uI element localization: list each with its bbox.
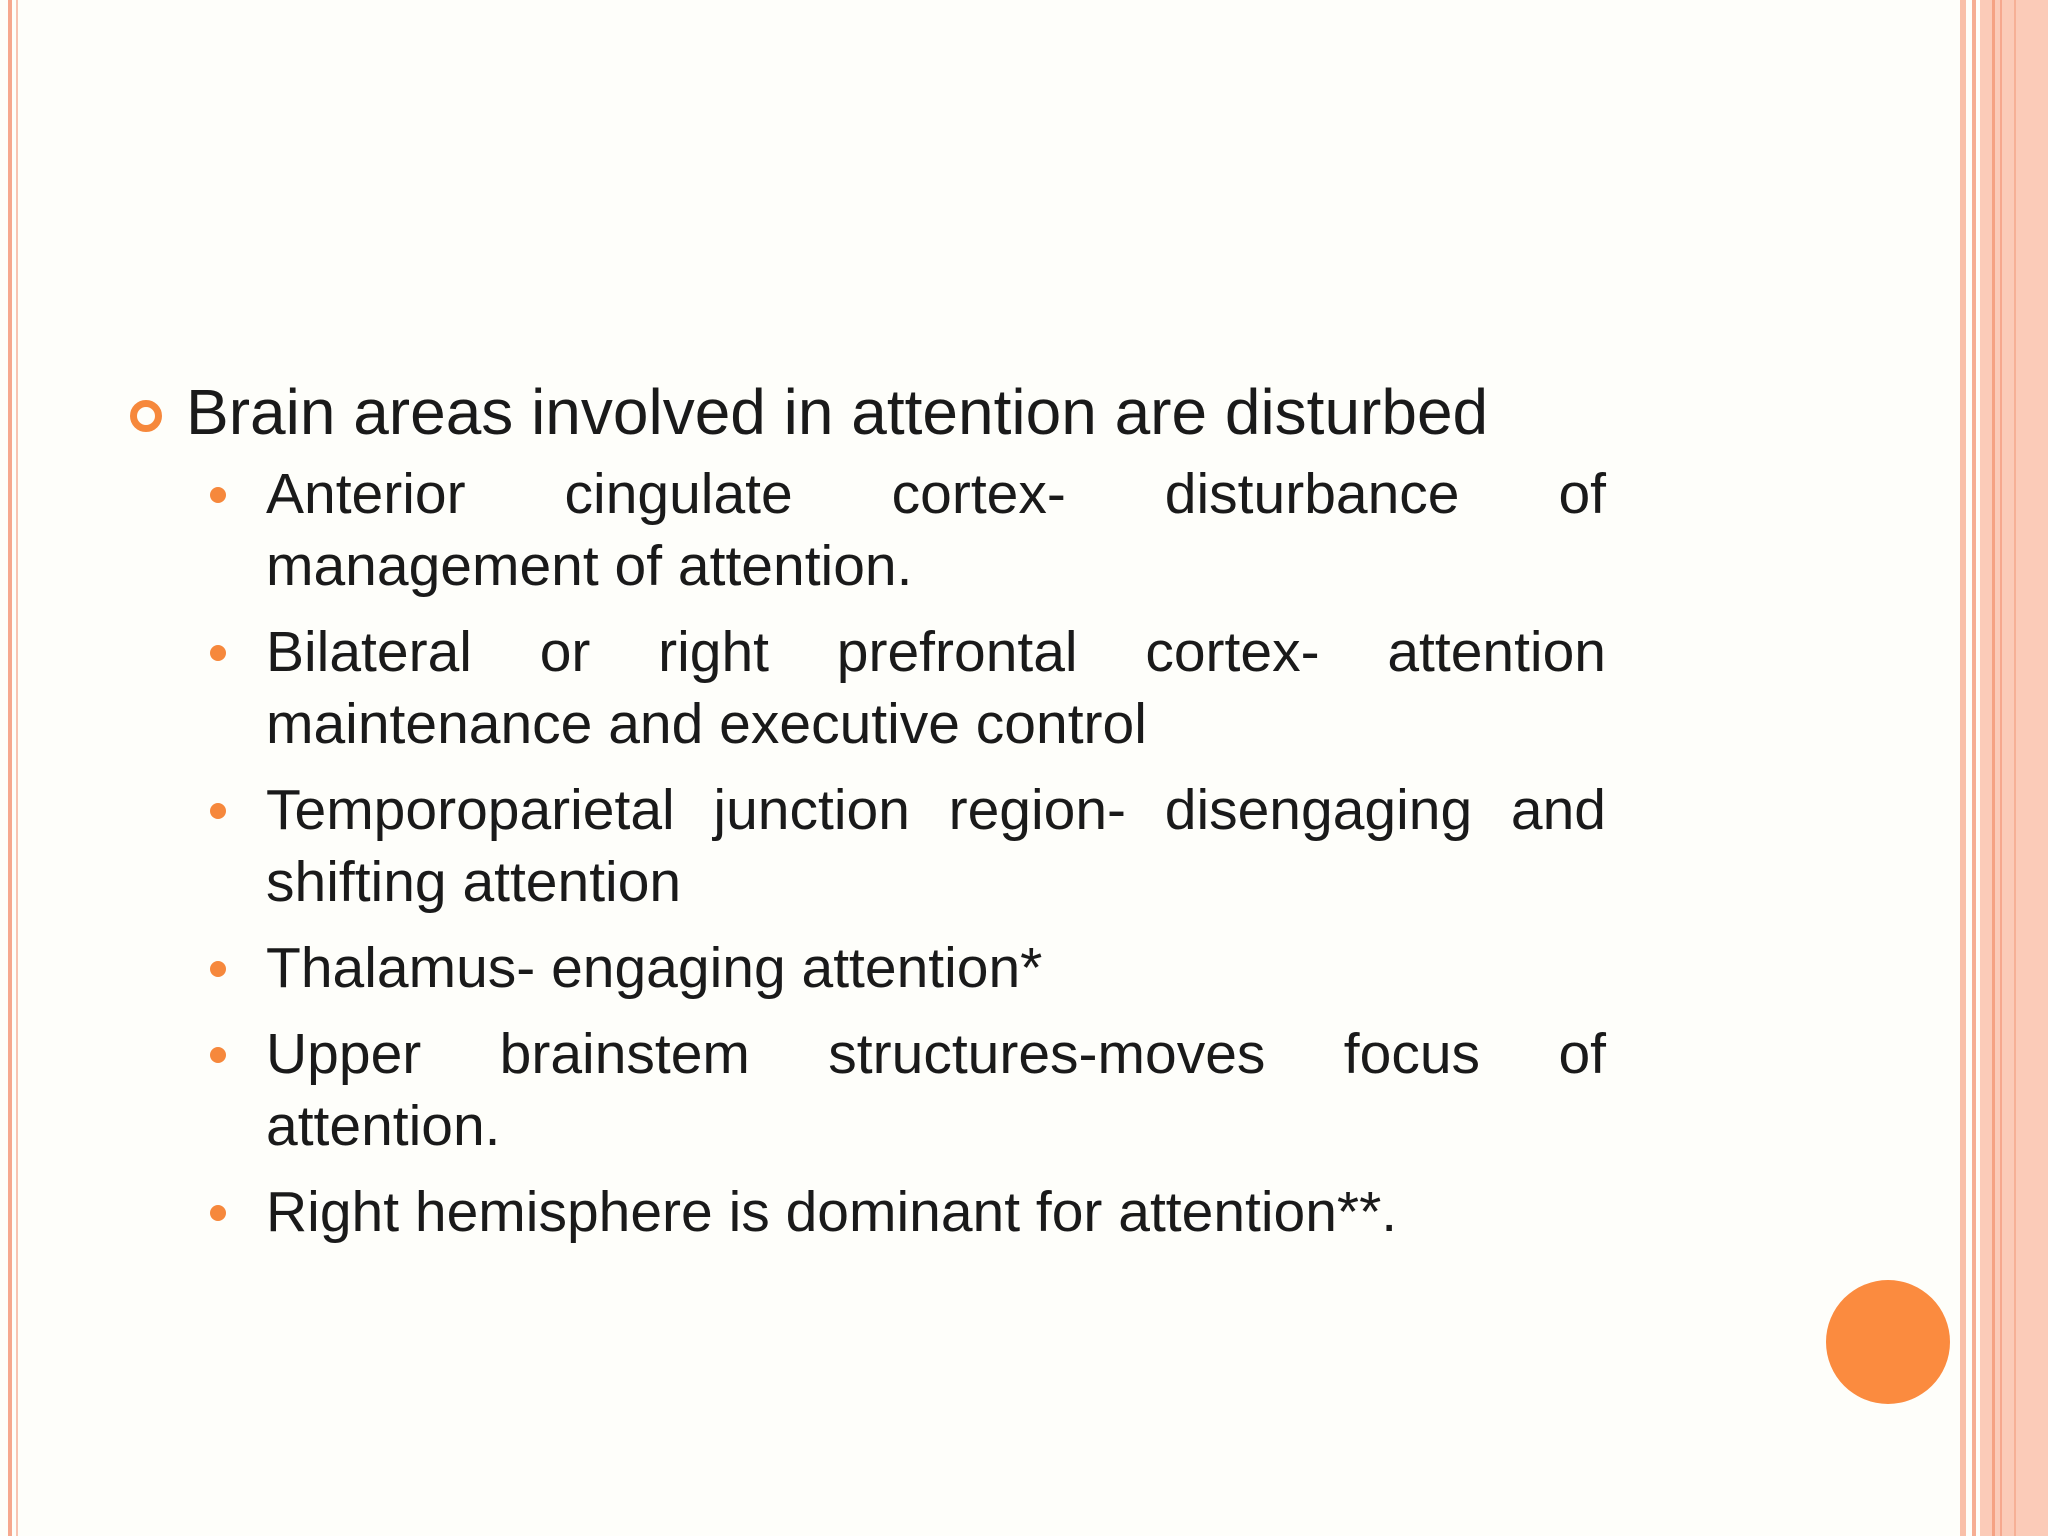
dot-bullet-icon [210,803,226,819]
sub-bullet-text: Bilateral or right prefrontal cortex- attention maintenance and executive control [266,620,1606,756]
orange-circle-decoration [1826,1280,1950,1404]
sub-bullet-item [120,458,1606,602]
sub-bullet-item [120,774,1606,918]
right-border-line [1960,0,1966,1536]
dot-bullet-icon [210,487,226,503]
sub-bullet-item [120,932,1606,1004]
dot-bullet-icon [210,961,226,977]
dot-bullet-icon [210,1047,226,1063]
right-border-band-line [1992,0,1995,1536]
sub-bullet-text: Anterior cingulate cortex- disturbance of management of attention. [266,462,1606,598]
right-border-band-line [2014,0,2016,1536]
sub-bullet-text: Thalamus- engaging attention* [266,936,1043,1000]
sub-bullet-item [120,1018,1606,1162]
right-border-band-line [2000,0,2002,1536]
sub-bullet-text: Right hemisphere is dominant for attention**. [266,1180,1398,1244]
left-border-line-inner [16,0,18,1536]
sub-bullet-list [120,458,1760,1248]
right-border-line [1972,0,1976,1536]
sub-bullet-text: Temporoparietal junction region- disengaging and shifting attention [266,778,1606,914]
sub-bullet-text: Upper brainstem structures-moves focus of attention. [266,1022,1606,1158]
sub-bullet-item [120,1176,1606,1248]
slide-content [120,372,1760,1262]
ring-bullet-icon [130,400,162,432]
dot-bullet-icon [210,645,226,661]
sub-bullet-item [120,616,1606,760]
main-bullet-text: Brain areas involved in attention are disturbed [186,376,1489,448]
main-bullet [120,372,1760,452]
left-border-line [8,0,12,1536]
dot-bullet-icon [210,1205,226,1221]
